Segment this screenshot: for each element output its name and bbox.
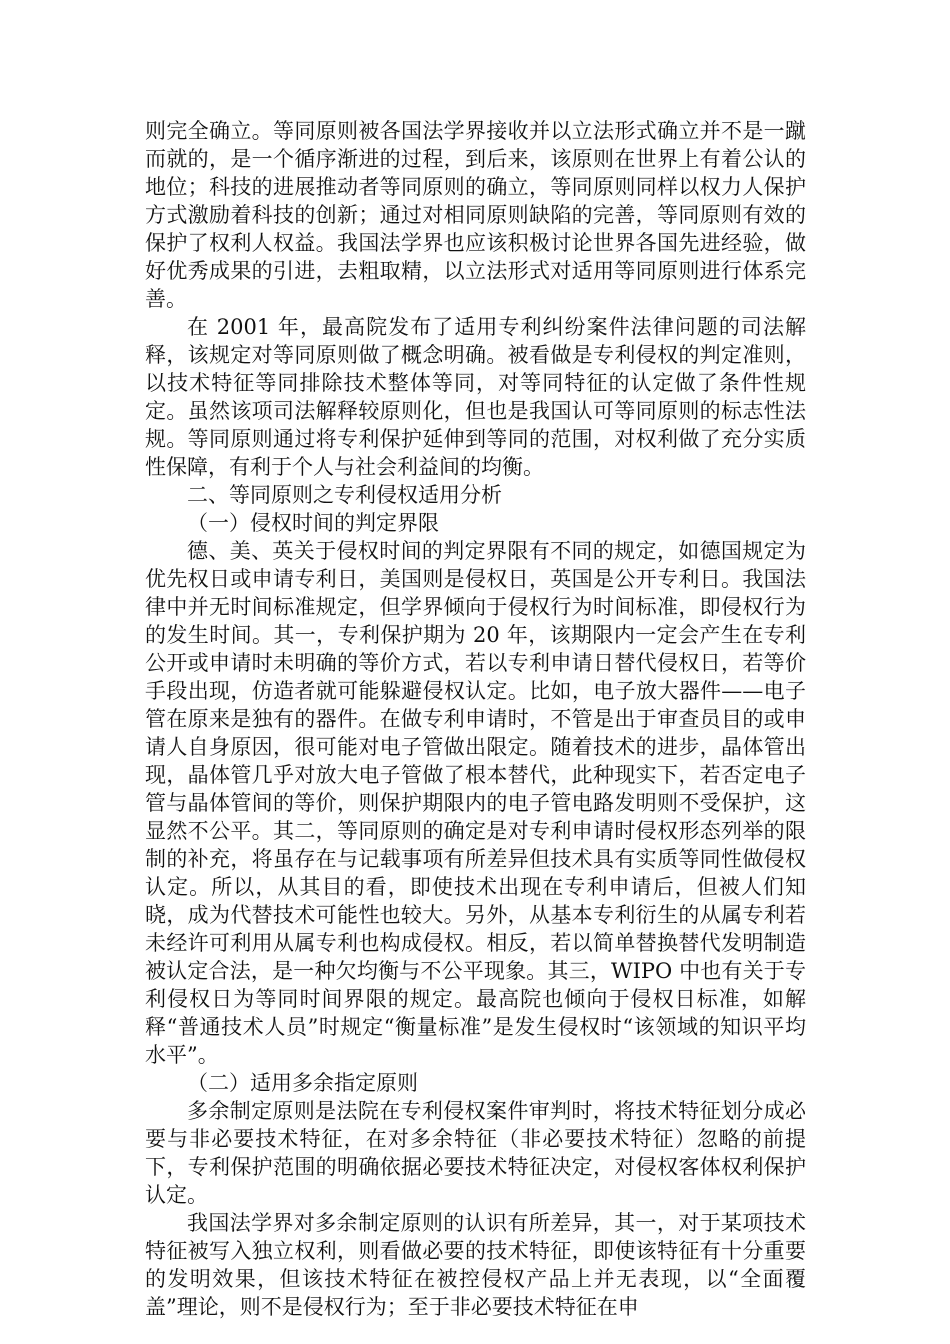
subsection-heading-redundant-designation: （二）适用多余指定原则 — [187, 1071, 418, 1095]
paragraph-judicial-interpretation: 在 2001 年，最高院发布了适用专利纠纷案件法律问题的司法解释，该规定对等同原则做了概念明确。被看做是专利侵权的判定准则，以技术特征等同排除技术整体等同，对等同特征的认定做了条件性规定。虽然该项司法解释较原则化，但也是我国认可等同原则的标志性法规。等同原则通过将专利保护延伸到等同的范围，对权利做了充分实质性保障，有利于个人与社会利益间的均衡。 — [145, 315, 806, 479]
paragraph-infringement-time: 德、美、英关于侵权时间的判定界限有不同的规定，如德国规定为优先权日或申请专利日，美国则是侵权日，英国是公开专利日。我国法律中并无时间标准规定，但学界倾向于侵权行为时间标准，即侵权行为的发生时间。其一，专利保护期为 20 年，该期限内一定会产生在专利公开或申请时未明确的等价方式，若以专利申请日替代侵权日，若等价手段出现，仿造者就可能躲避侵权认定。比如，电子放大器件——电子管在原来是独有的器件。在做专利申请时，不管是出于审查员目的或申请人自身原因，很可能对电子管做出限定。随着技术的进步，晶体管出现，晶体管几乎对放大电子管做了根本替代，此种现实下，若否定电子管与晶体管间的等价，则保护期限内的电子管电路发明则不受保护，这显然不公平。其二，等同原则的确定是对专利申请时侵权形态列举的限制的补充，将虽存在与记载事项有所差异但技术具有实质等同性做侵权认定。所以，从其目的看，即使技术出现在专利申请后，但被人们知晓，成为代替技术可能性也较大。另外，从基本专利衍生的从属专利若未经许可利用从属专利也构成侵权。相反，若以简单替换替代发明制造被认定合法，是一种欠均衡与不公平现象。其三，WIPO 中也有关于专利侵权日为等同时间界限的规定。最高院也倾向于侵权日标准，如解释“普通技术人员”时规定“衡量标准”是发生侵权时“该领域的知识平均水平”。 — [145, 539, 806, 1067]
subsection-heading-infringement-time: （一）侵权时间的判定界限 — [187, 511, 439, 535]
paragraph-continuation: 则完全确立。等同原则被各国法学界接收并以立法形式确立并不是一蹴而就的，是一个循序渐进的过程，到后来，该原则在世界上有着公认的地位；科技的进展推动者等同原则的确立，等同原则同样以权力人保护方式激励着科技的创新；通过对相同原则缺陷的完善，等同原则有效的保护了权利人权益。我国法学界也应该积极讨论世界各国先进经验，做好优秀成果的引进，去粗取精，以立法形式对适用等同原则进行体系完善。 — [145, 119, 806, 311]
paragraph-academic-views: 我国法学界对多余制定原则的认识有所差异，其一，对于某项技术特征被写入独立权利，则看做必要的技术特征，即使该特征有十分重要的发明效果，但该技术特征在被控侵权产品上并无表现，以“全面覆盖”理论，则不是侵权行为；至于非必要技术特征在申 — [145, 1211, 806, 1319]
paragraph-redundant-designation: 多余制定原则是法院在专利侵权案件审判时，将技术特征划分成必要与非必要技术特征，在对多余特征（非必要技术特征）忽略的前提下，专利保护范围的明确依据必要技术特征决定，对侵权客体权利保护认定。 — [145, 1099, 806, 1207]
document-body — [145, 117, 806, 1321]
section-heading: 二、等同原则之专利侵权适用分析 — [187, 483, 502, 507]
